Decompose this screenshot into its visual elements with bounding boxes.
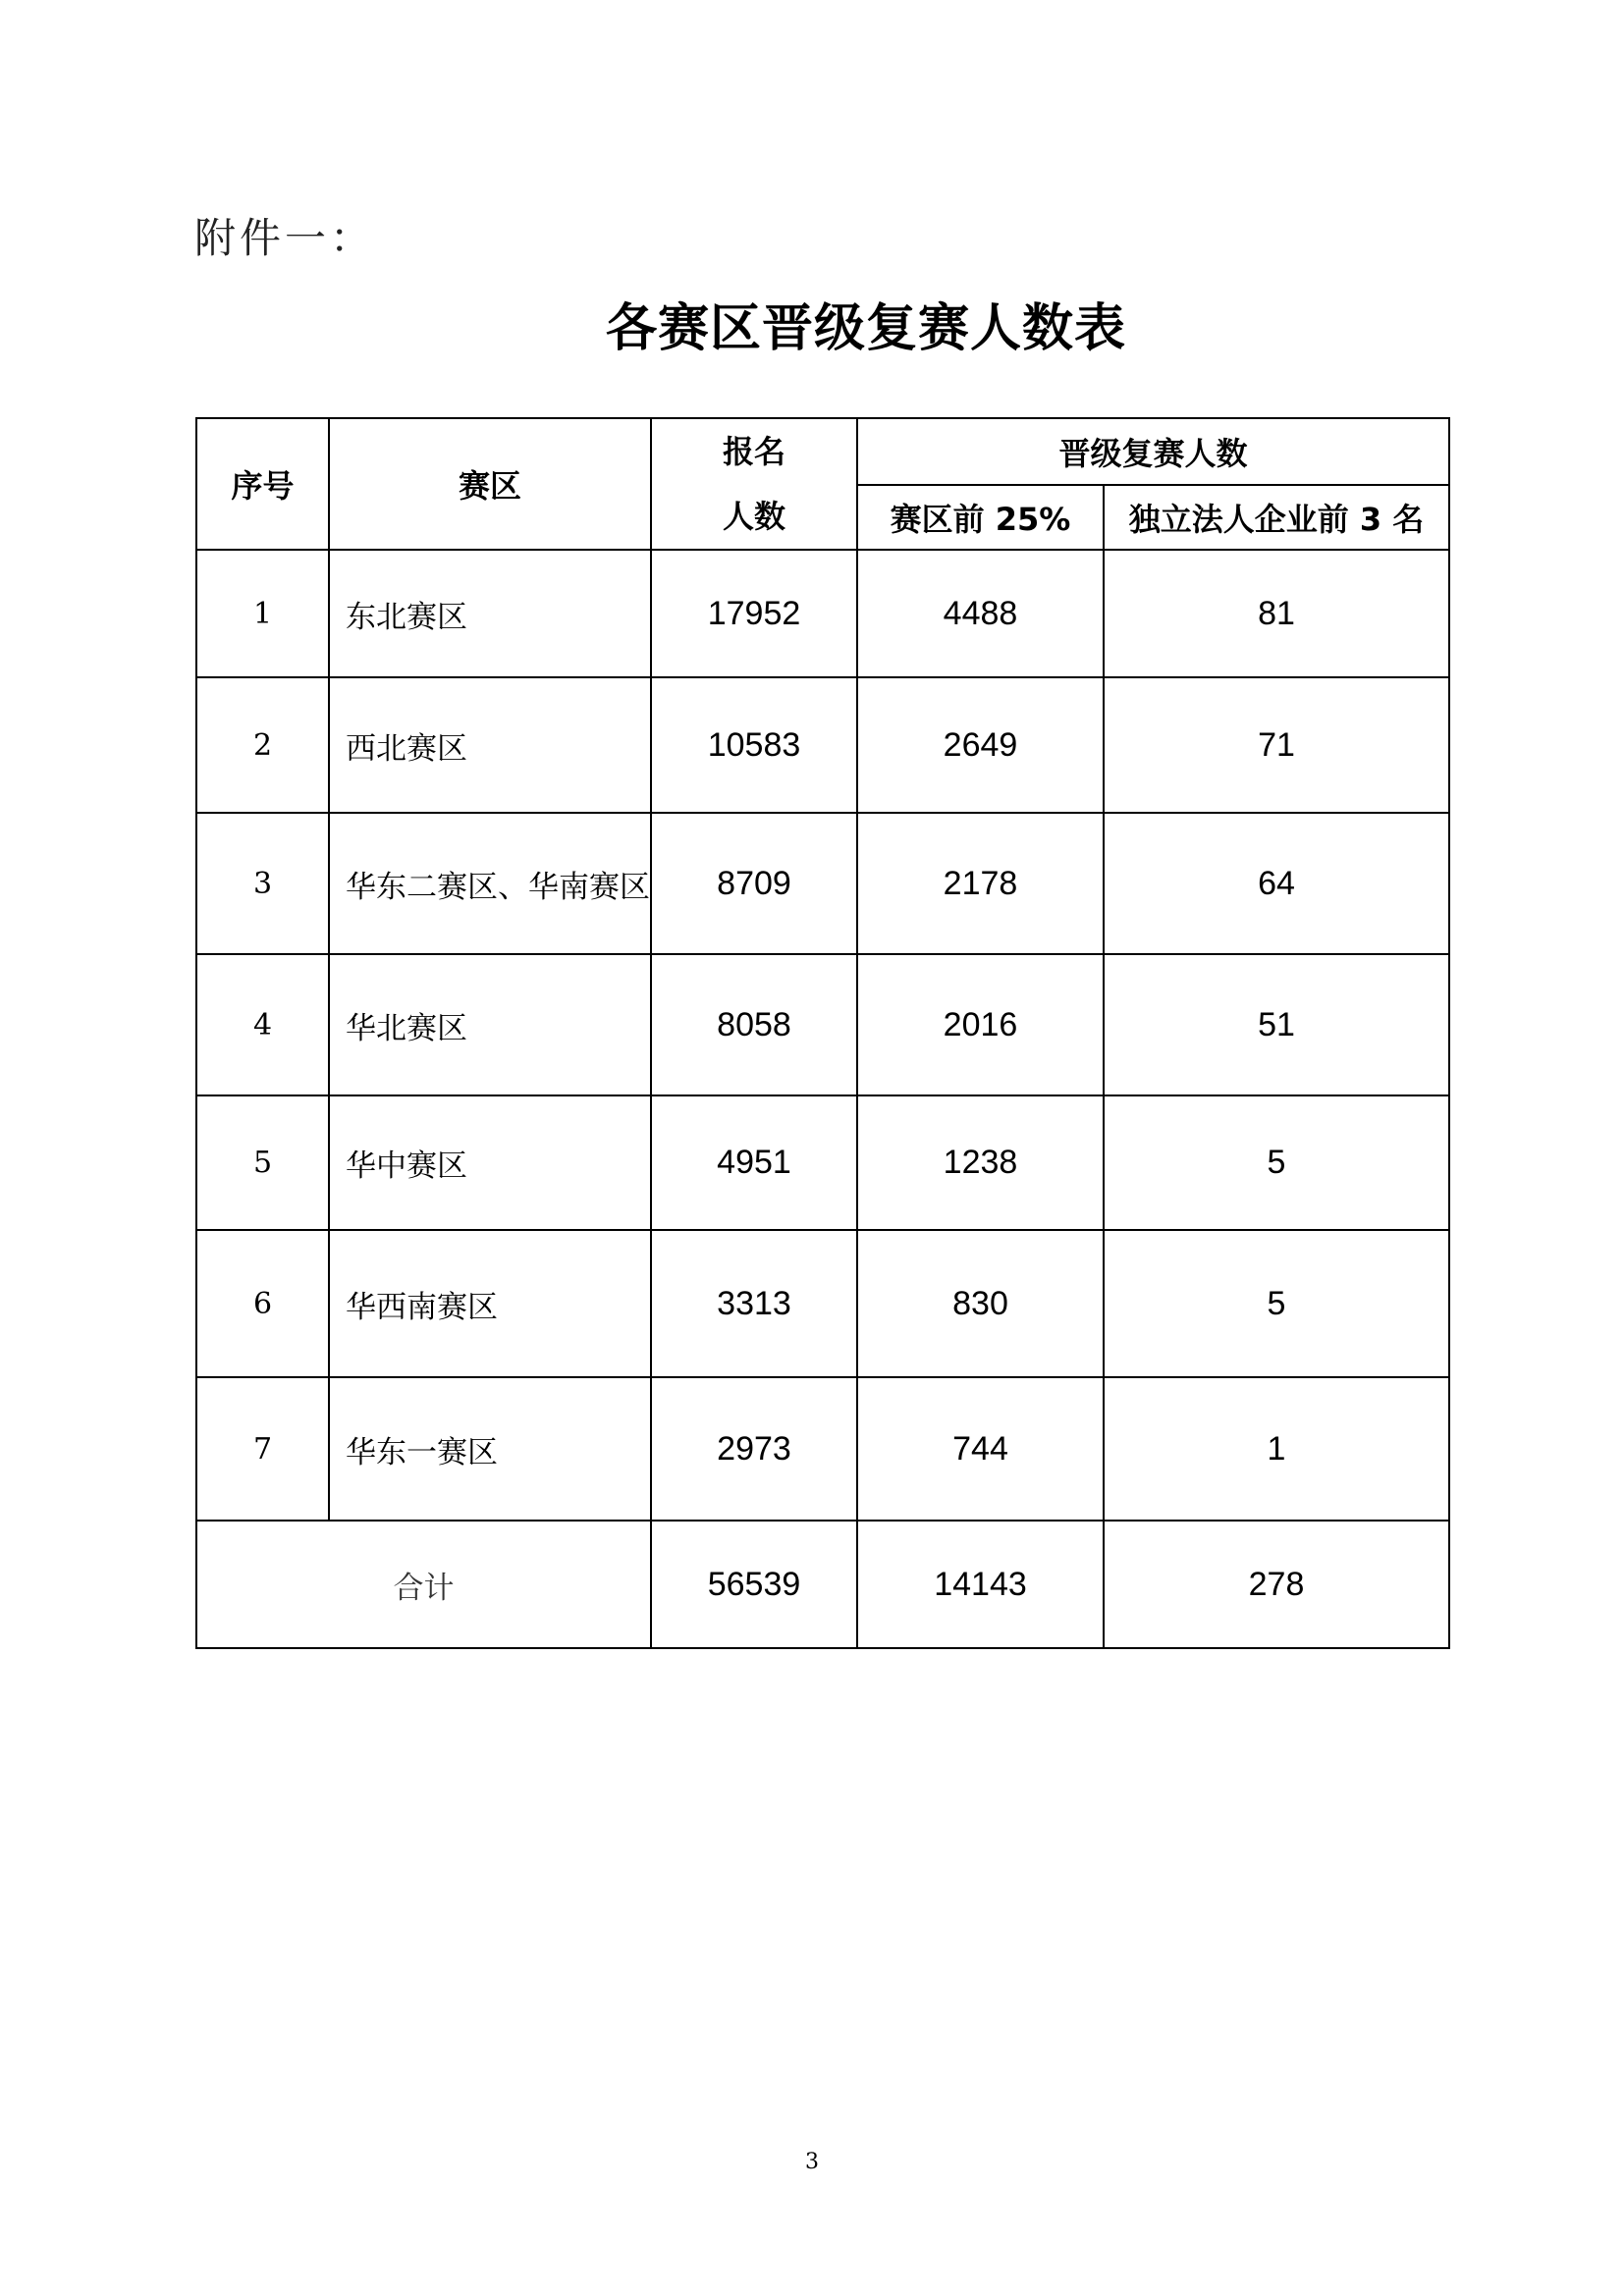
total-row bbox=[196, 1521, 1449, 1648]
header-advancing-group: 晋级复赛人数 bbox=[857, 418, 1449, 485]
header-top-25: 赛区前 25% bbox=[857, 485, 1104, 551]
page-number: 3 bbox=[805, 2150, 819, 2174]
table-row bbox=[196, 1377, 1449, 1521]
header-registrants bbox=[651, 418, 857, 550]
row-region: 西北赛区 bbox=[329, 677, 651, 813]
row-top-25: 830 bbox=[857, 1230, 1104, 1377]
row-index: 4 bbox=[196, 954, 329, 1095]
row-region: 东北赛区 bbox=[329, 550, 651, 677]
row-index: 1 bbox=[196, 550, 329, 677]
row-top-25: 1238 bbox=[857, 1095, 1104, 1230]
total-top-3: 278 bbox=[1104, 1521, 1449, 1648]
row-region: 华中赛区 bbox=[329, 1095, 651, 1230]
row-registrants: 4951 bbox=[651, 1095, 857, 1230]
table-row bbox=[196, 1095, 1449, 1230]
header-registrants-line1: 报名 bbox=[722, 433, 785, 470]
table-row bbox=[196, 954, 1449, 1095]
row-region: 华北赛区 bbox=[329, 954, 651, 1095]
row-registrants: 8709 bbox=[651, 813, 857, 954]
row-top-3: 71 bbox=[1104, 677, 1449, 813]
row-registrants: 17952 bbox=[651, 550, 857, 677]
row-registrants: 2973 bbox=[651, 1377, 857, 1521]
table-row bbox=[196, 677, 1449, 813]
row-top-25: 744 bbox=[857, 1377, 1104, 1521]
row-index: 6 bbox=[196, 1230, 329, 1377]
table-row bbox=[196, 813, 1449, 954]
row-top-3: 5 bbox=[1104, 1230, 1449, 1377]
row-region: 华东一赛区 bbox=[329, 1377, 651, 1521]
row-index: 5 bbox=[196, 1095, 329, 1230]
row-registrants: 10583 bbox=[651, 677, 857, 813]
row-top-3: 1 bbox=[1104, 1377, 1449, 1521]
row-top-25: 4488 bbox=[857, 550, 1104, 677]
row-top-3: 81 bbox=[1104, 550, 1449, 677]
row-region: 华西南赛区 bbox=[329, 1230, 651, 1377]
row-registrants: 3313 bbox=[651, 1230, 857, 1377]
header-region: 赛区 bbox=[329, 418, 651, 550]
attachment-label: 附件一： bbox=[194, 214, 376, 262]
table-row bbox=[196, 1230, 1449, 1377]
row-top-3: 5 bbox=[1104, 1095, 1449, 1230]
header-index: 序号 bbox=[196, 418, 329, 550]
row-index: 2 bbox=[196, 677, 329, 813]
total-label: 合计 bbox=[196, 1521, 651, 1648]
row-top-3: 64 bbox=[1104, 813, 1449, 954]
header-registrants-line2: 人数 bbox=[722, 498, 785, 535]
document-title: 各赛区晋级复赛人数表 bbox=[605, 299, 1126, 358]
advancement-table bbox=[195, 417, 1450, 1649]
row-top-25: 2016 bbox=[857, 954, 1104, 1095]
row-index: 3 bbox=[196, 813, 329, 954]
total-top-25: 14143 bbox=[857, 1521, 1104, 1648]
row-top-3: 51 bbox=[1104, 954, 1449, 1095]
row-top-25: 2178 bbox=[857, 813, 1104, 954]
row-region: 华东二赛区、华南赛区 bbox=[329, 813, 651, 954]
row-index: 7 bbox=[196, 1377, 329, 1521]
row-registrants: 8058 bbox=[651, 954, 857, 1095]
header-top-3: 独立法人企业前 3 名 bbox=[1104, 485, 1449, 551]
row-top-25: 2649 bbox=[857, 677, 1104, 813]
total-registrants: 56539 bbox=[651, 1521, 857, 1648]
table-row bbox=[196, 550, 1449, 677]
